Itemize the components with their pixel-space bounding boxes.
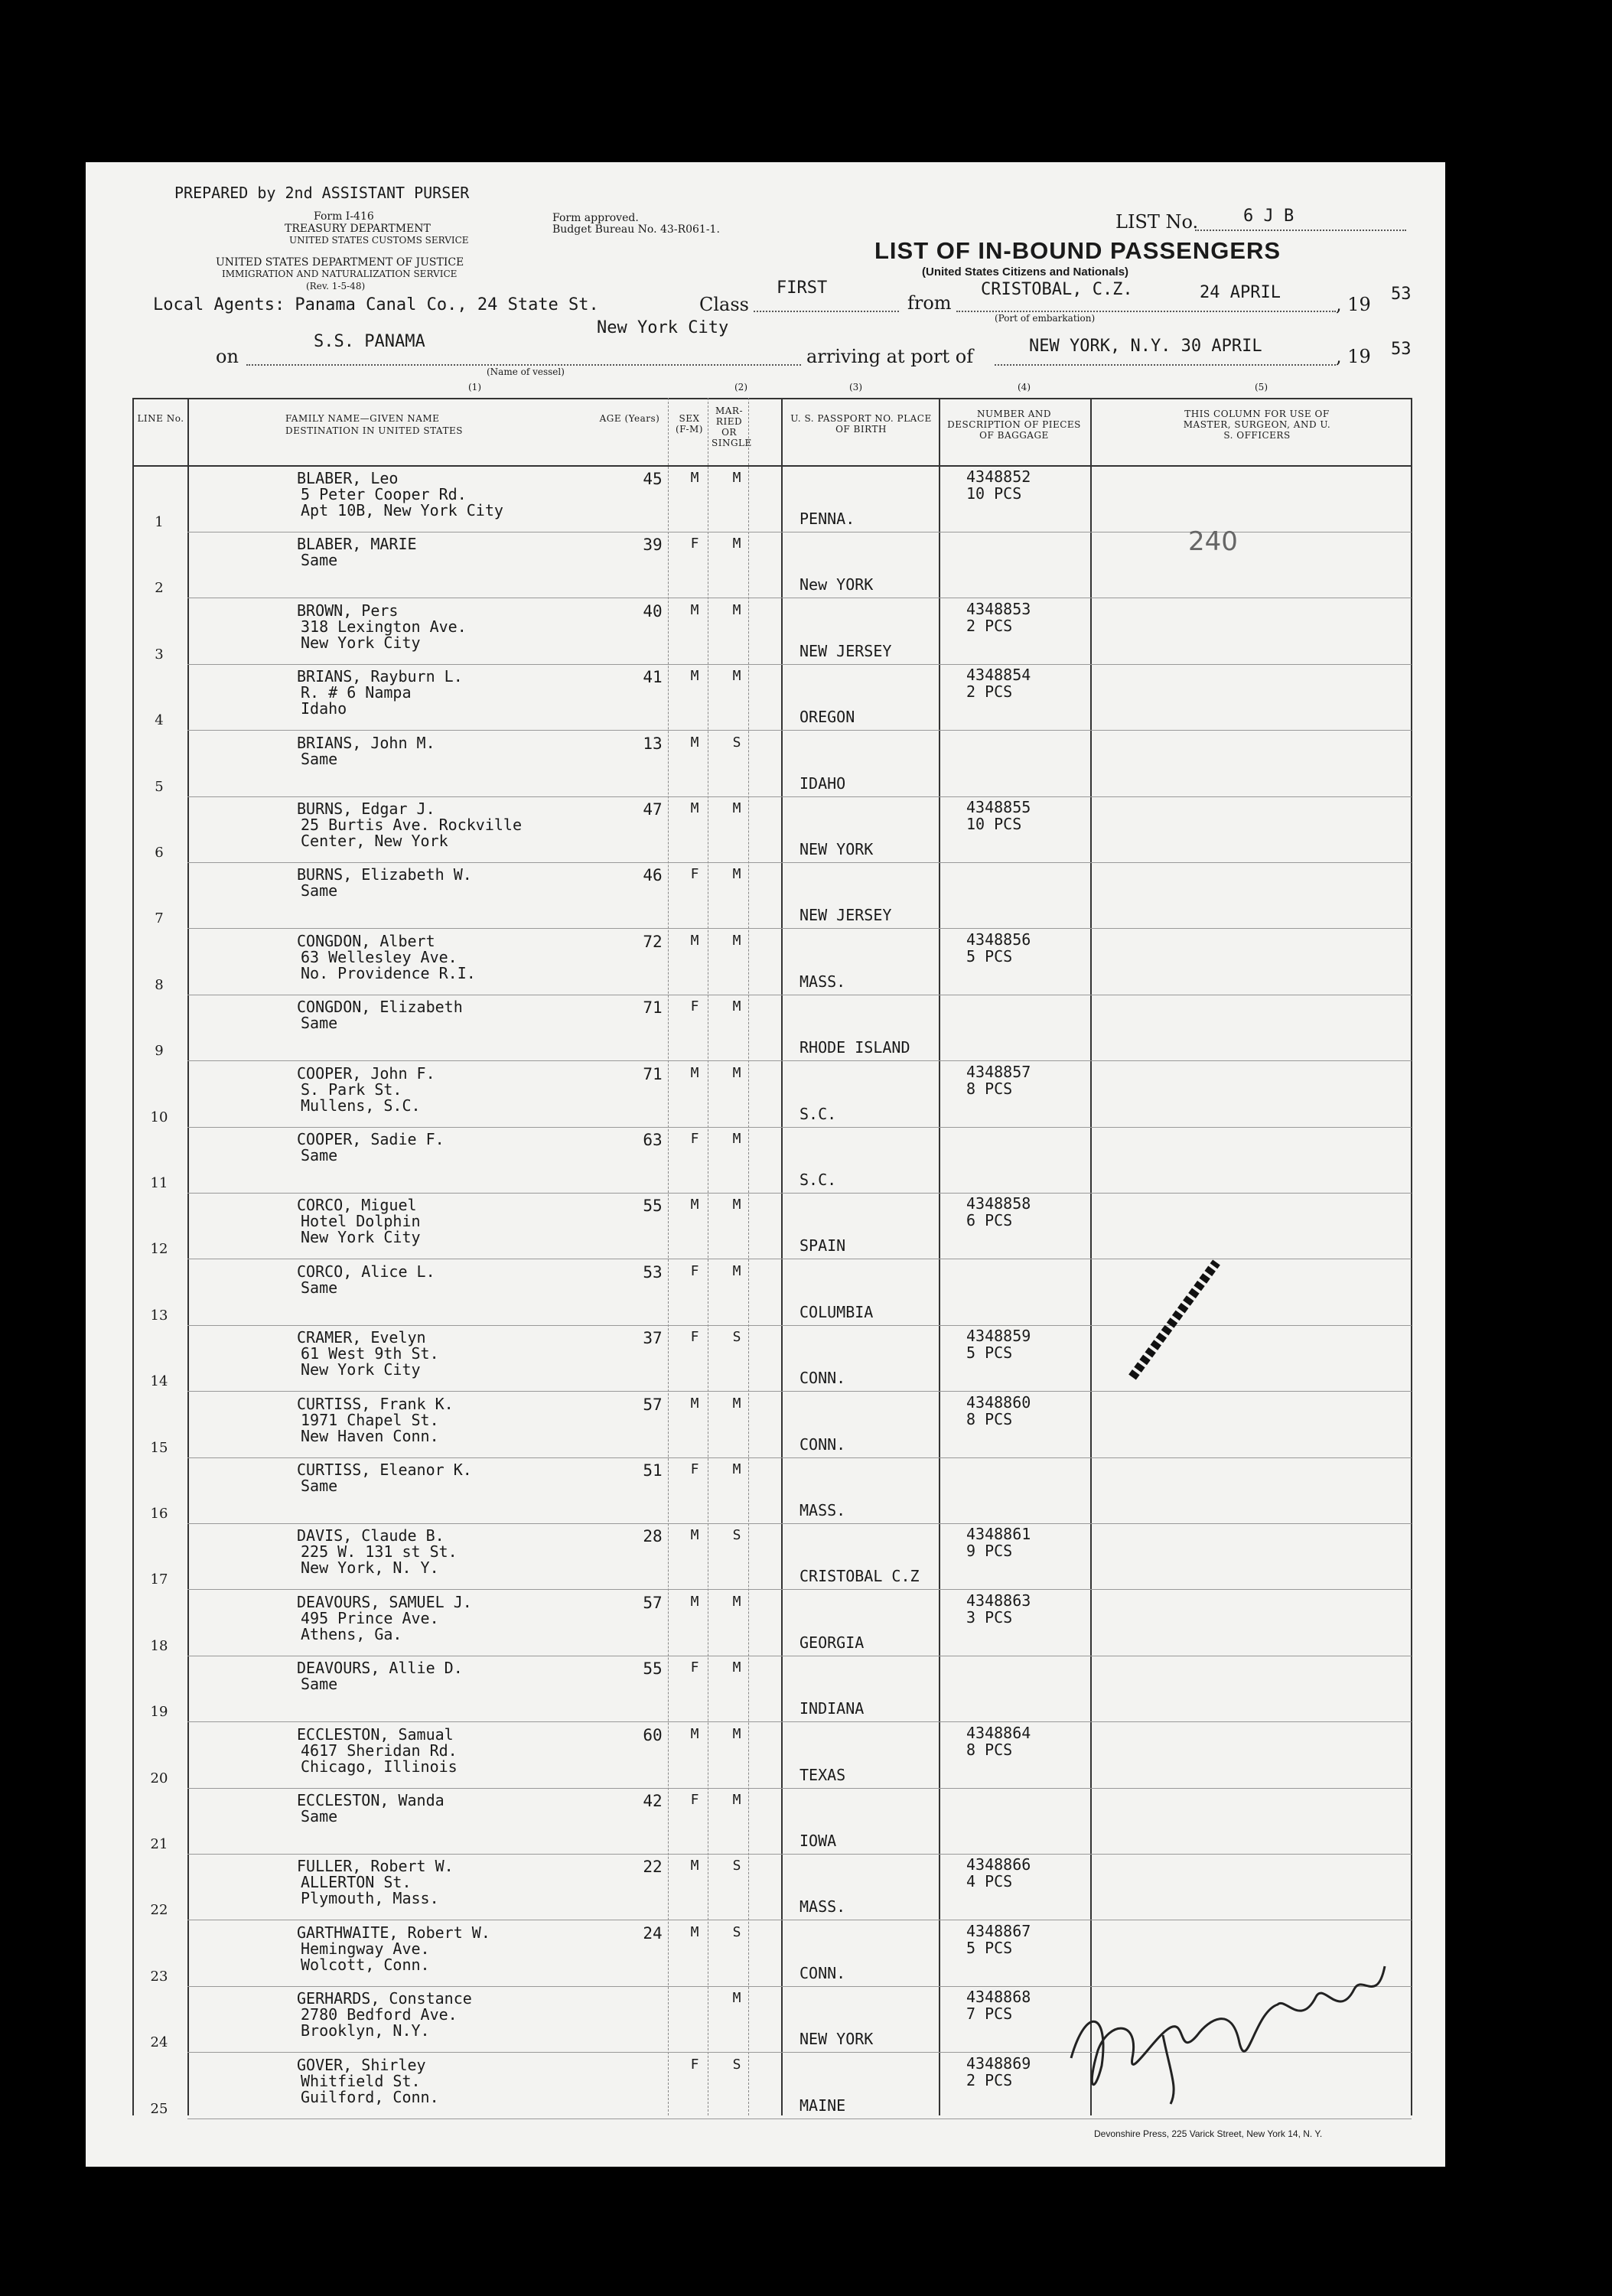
form-approved: Form approved. <box>552 212 639 224</box>
line-number: 10 <box>150 1109 168 1125</box>
destination-address: 495 Prince Ave. Athens, Ga. <box>301 1608 439 1643</box>
passenger-marital: M <box>732 1262 741 1279</box>
passenger-name: BRIANS, John M. <box>297 733 435 752</box>
place-of-birth: CONN. <box>799 1369 846 1388</box>
line-number: 17 <box>150 1571 168 1588</box>
from-port: CRISTOBAL, C.Z. <box>981 280 1133 299</box>
passenger-age: 57 <box>643 1593 663 1612</box>
class-label: Class <box>699 294 749 315</box>
passenger-sex: M <box>690 932 699 949</box>
baggage-pieces: 2 PCS <box>966 2070 1013 2089</box>
passenger-sex: M <box>690 734 699 751</box>
place-of-birth: NEW YORK <box>799 840 874 858</box>
line-number: 18 <box>150 1637 168 1654</box>
passenger-age: 42 <box>643 1792 663 1810</box>
baggage-number: 4348868 <box>966 1988 1031 2007</box>
line-number: 25 <box>150 2100 168 2117</box>
table-row <box>132 1656 1412 1722</box>
passenger-age: 53 <box>643 1262 663 1282</box>
form-subtitle: (United States Citizens and Nationals) <box>922 265 1129 278</box>
passenger-marital: M <box>732 668 741 685</box>
destination-address: ALLERTON St. Plymouth, Mass. <box>301 1873 439 1908</box>
passenger-name: DEAVOURS, Allie D. <box>297 1659 463 1678</box>
colnum-2: (2) <box>734 382 747 392</box>
passenger-age: 45 <box>643 470 663 488</box>
passenger-marital: M <box>732 1197 741 1213</box>
destination-address: Hotel Dolphin New York City <box>301 1212 421 1247</box>
passenger-sex: F <box>690 1659 699 1676</box>
table-row <box>132 1062 1412 1128</box>
place-of-birth: MASS. <box>799 972 846 991</box>
vessel-colnum: (1) <box>468 382 481 392</box>
passenger-name: GOVER, Shirley <box>297 2055 426 2074</box>
col-baggage: NUMBER AND DESCRIPTION OF PIECES OF BAGGAGE <box>947 409 1081 441</box>
destination-address: Same <box>301 1278 338 1297</box>
form-title: LIST OF IN-BOUND PASSENGERS <box>874 237 1281 264</box>
passenger-sex: F <box>690 1262 699 1279</box>
baggage-pieces: 2 PCS <box>966 682 1013 702</box>
passenger-sex: F <box>690 866 699 883</box>
baggage-pieces: 6 PCS <box>966 1211 1013 1230</box>
passenger-age: 47 <box>643 800 663 819</box>
from-year: 53 <box>1391 285 1412 304</box>
destination-address: 25 Burtis Ave. Rockville Center, New York <box>301 816 522 850</box>
passenger-age: 72 <box>643 932 663 951</box>
treasury-dept: TREASURY DEPARTMENT <box>285 223 431 235</box>
baggage-number: 4348852 <box>966 467 1031 486</box>
passenger-sex: M <box>690 1923 699 1940</box>
revision: (Rev. 1-5-48) <box>306 281 366 291</box>
destination-address: 2780 Bedford Ave. Brooklyn, N.Y. <box>301 2005 458 2040</box>
passenger-marital: M <box>732 536 741 552</box>
table-row <box>132 797 1412 863</box>
destination-address: 225 W. 131 st St. New York, N. Y. <box>301 1542 458 1578</box>
from-date: 24 APRIL <box>1200 283 1281 302</box>
passenger-age: 57 <box>643 1395 663 1414</box>
passenger-name: CRAMER, Evelyn <box>297 1328 426 1347</box>
baggage-number: 4348853 <box>966 599 1031 618</box>
baggage-number: 4348855 <box>966 798 1031 816</box>
destination-address: Same <box>301 1014 338 1033</box>
passenger-name: BURNS, Edgar J. <box>297 800 435 818</box>
place-of-birth: INDIANA <box>799 1699 865 1718</box>
place-of-birth: MASS. <box>799 1897 846 1917</box>
passenger-sex: M <box>690 668 699 685</box>
passenger-marital: S <box>732 734 741 751</box>
baggage-number: 4348854 <box>966 666 1031 685</box>
table-row <box>132 599 1412 665</box>
passenger-name: ECCLESTON, Wanda <box>297 1791 445 1809</box>
passenger-name: CONGDON, Albert <box>297 931 435 950</box>
customs-service: UNITED STATES CUSTOMS SERVICE <box>289 235 469 246</box>
place-of-birth: New YORK <box>799 575 874 594</box>
passenger-marital: M <box>732 1725 741 1742</box>
col-officers: THIS COLUMN FOR USE OF MASTER, SURGEON, AND U. S. OFFICERS <box>1183 409 1331 441</box>
table-row <box>132 1524 1412 1590</box>
place-of-birth: S.C. <box>799 1171 837 1189</box>
passenger-marital: M <box>732 601 741 618</box>
place-of-birth: GEORGIA <box>799 1633 865 1652</box>
destination-address: 63 Wellesley Ave. No. Providence R.I. <box>301 947 476 982</box>
passenger-name: CURTISS, Eleanor K. <box>297 1461 472 1479</box>
on-label: on <box>216 346 239 367</box>
place-of-birth: NEW YORK <box>799 2030 874 2049</box>
table-row <box>132 930 1412 995</box>
passenger-age: 51 <box>643 1461 663 1480</box>
baggage-pieces: 7 PCS <box>966 2005 1013 2024</box>
passenger-name: CURTISS, Frank K. <box>297 1394 454 1413</box>
place-of-birth: IOWA <box>799 1832 837 1850</box>
table-row <box>132 1458 1412 1524</box>
place-of-birth: OREGON <box>799 708 855 727</box>
baggage-number: 4348866 <box>966 1855 1031 1874</box>
passenger-age: 71 <box>643 1064 663 1083</box>
ins-service: IMMIGRATION AND NATURALIZATION SERVICE <box>222 269 458 279</box>
place-of-birth: NEW JERSEY <box>799 906 892 925</box>
passenger-sex: M <box>690 1725 699 1742</box>
passenger-age: 55 <box>643 1659 663 1679</box>
line-number: 12 <box>150 1241 168 1258</box>
passenger-name: BLABER, MARIE <box>297 535 417 554</box>
baggage-number: 4348860 <box>966 1392 1031 1412</box>
prepared-stamp: PREPARED by 2nd ASSISTANT PURSER <box>174 184 470 202</box>
passenger-age: 13 <box>643 734 663 753</box>
place-of-birth: CONN. <box>799 1435 846 1454</box>
baggage-pieces: 10 PCS <box>966 484 1022 503</box>
passenger-name: FULLER, Robert W. <box>297 1857 454 1876</box>
passenger-marital: S <box>732 1923 741 1940</box>
passenger-name: BROWN, Pers <box>297 601 399 620</box>
passenger-marital: M <box>732 470 741 486</box>
passenger-marital: M <box>732 1659 741 1676</box>
line-number: 9 <box>155 1043 164 1060</box>
arrival-year: 53 <box>1391 340 1412 359</box>
passenger-marital: M <box>732 998 741 1015</box>
col-family-name: FAMILY NAME—GIVEN NAME <box>285 413 440 424</box>
passenger-name: COOPER, Sadie F. <box>297 1130 445 1148</box>
place-of-birth: PENNA. <box>799 510 855 528</box>
passenger-sex: M <box>690 1395 699 1412</box>
port-embarkation-caption: (Port of embarkation) <box>995 313 1096 324</box>
baggage-number: 4348869 <box>966 2053 1031 2073</box>
passenger-age: 28 <box>643 1527 663 1546</box>
line-number: 15 <box>150 1439 168 1456</box>
place-of-birth: CONN. <box>799 1963 846 1982</box>
passenger-marital: M <box>732 1395 741 1412</box>
place-of-birth: CRISTOBAL C.Z <box>799 1567 920 1586</box>
line-number: 2 <box>155 580 164 597</box>
line-number: 16 <box>150 1506 168 1522</box>
baggage-pieces: 5 PCS <box>966 946 1013 966</box>
col-sex: SEX (F-M) <box>676 413 703 435</box>
passenger-sex: F <box>690 1131 699 1147</box>
baggage-pieces: 9 PCS <box>966 1542 1013 1561</box>
printer-imprint: Devonshire Press, 225 Varick Street, New York 14, N. Y. <box>1094 2128 1323 2139</box>
baggage-pieces: 8 PCS <box>966 1409 1013 1428</box>
colnum-4: (4) <box>1018 382 1031 392</box>
passenger-age: 46 <box>643 866 663 885</box>
passenger-marital: S <box>732 1527 741 1544</box>
destination-address: Same <box>301 749 338 768</box>
line-number: 14 <box>150 1373 168 1390</box>
vessel-caption: (Name of vessel) <box>487 366 565 377</box>
line-number: 22 <box>150 1902 168 1919</box>
passenger-marital: M <box>732 1593 741 1610</box>
line-number: 3 <box>155 646 164 663</box>
passenger-name: GARTHWAITE, Robert W. <box>297 1923 490 1942</box>
baggage-number: 4348857 <box>966 1062 1031 1081</box>
list-no-label: LIST No. <box>1115 211 1199 233</box>
baggage-pieces: 8 PCS <box>966 1079 1013 1098</box>
destination-address: 1971 Chapel St. New Haven Conn. <box>301 1410 439 1445</box>
passenger-age: 40 <box>643 601 663 620</box>
passenger-marital: M <box>732 1131 741 1147</box>
passenger-age: 22 <box>643 1858 663 1877</box>
table-row <box>132 467 1412 532</box>
passenger-sex: F <box>690 2056 699 2073</box>
passenger-sex: F <box>690 998 699 1015</box>
destination-address: Same <box>301 1477 338 1495</box>
destination-address: 4617 Sheridan Rd. Chicago, Illinois <box>301 1741 458 1776</box>
baggage-number: 4348859 <box>966 1327 1031 1346</box>
line-number: 13 <box>150 1307 168 1324</box>
destination-address: Same <box>301 551 338 570</box>
passenger-marital: M <box>732 1792 741 1808</box>
justice-dept: UNITED STATES DEPARTMENT OF JUSTICE <box>216 256 464 269</box>
destination-address: Same <box>301 1807 338 1825</box>
baggage-pieces: 10 PCS <box>966 815 1022 833</box>
passenger-sex: M <box>690 601 699 618</box>
passenger-name: CORCO, Alice L. <box>297 1262 435 1281</box>
passenger-marital: M <box>732 866 741 883</box>
baggage-number: 4348861 <box>966 1525 1031 1544</box>
passenger-age: 24 <box>643 1923 663 1943</box>
place-of-birth: S.C. <box>799 1104 837 1123</box>
col-destination: DESTINATION IN UNITED STATES <box>285 425 463 436</box>
col-passport: U. S. PASSPORT NO. PLACE OF BIRTH <box>790 413 932 435</box>
passenger-age: 55 <box>643 1197 663 1216</box>
colnum-3: (3) <box>849 382 862 392</box>
vessel-name: S.S. PANAMA <box>314 332 425 351</box>
local-agents-city: New York City <box>597 318 729 337</box>
passenger-age: 63 <box>643 1131 663 1149</box>
table-row <box>132 1789 1412 1855</box>
destination-address: Same <box>301 1675 338 1694</box>
arriving-label: arriving at port of <box>806 346 974 367</box>
table-row <box>132 665 1412 731</box>
place-of-birth: COLUMBIA <box>799 1302 874 1321</box>
line-number: 4 <box>155 712 164 729</box>
year-prefix-2: , 19 <box>1336 346 1371 367</box>
baggage-number: 4348864 <box>966 1723 1031 1742</box>
passenger-marital: S <box>732 1858 741 1874</box>
baggage-number: 4348856 <box>966 930 1031 949</box>
destination-address: 61 West 9th St. New York City <box>301 1344 439 1379</box>
baggage-pieces: 5 PCS <box>966 1343 1013 1363</box>
destination-address: 5 Peter Cooper Rd. Apt 10B, New York City <box>301 485 503 519</box>
line-number: 24 <box>150 2034 168 2051</box>
passenger-name: CORCO, Miguel <box>297 1196 417 1215</box>
passenger-marital: M <box>732 800 741 816</box>
passenger-sex: F <box>690 1461 699 1477</box>
passenger-name: DEAVOURS, SAMUEL J. <box>297 1592 472 1611</box>
baggage-pieces: 3 PCS <box>966 1607 1013 1627</box>
line-number: 21 <box>150 1836 168 1852</box>
table-row <box>132 1392 1412 1458</box>
line-number: 5 <box>155 778 164 795</box>
passenger-sex: F <box>690 1792 699 1808</box>
passenger-sex: M <box>690 470 699 486</box>
passenger-age: 71 <box>643 998 663 1018</box>
passenger-sex: M <box>690 1064 699 1081</box>
baggage-number: 4348867 <box>966 1921 1031 1940</box>
colnum-5: (5) <box>1255 382 1268 392</box>
passenger-name: COOPER, John F. <box>297 1063 435 1083</box>
baggage-pieces: 4 PCS <box>966 1872 1013 1891</box>
passenger-name: DAVIS, Claude B. <box>297 1526 445 1545</box>
line-number: 1 <box>155 514 164 530</box>
passenger-age: 39 <box>643 536 663 555</box>
budget-bureau: Budget Bureau No. 43-R061-1. <box>552 223 720 236</box>
handwritten-signature <box>1056 1943 1408 2112</box>
passenger-marital: M <box>732 1990 741 2007</box>
passenger-name: ECCLESTON, Samual <box>297 1724 454 1744</box>
place-of-birth: TEXAS <box>799 1765 846 1784</box>
col-line-no: LINE No. <box>137 413 184 424</box>
passenger-marital: S <box>732 2056 741 2073</box>
place-of-birth: RHODE ISLAND <box>799 1038 910 1057</box>
passenger-name: GERHARDS, Constance <box>297 1989 472 2008</box>
line-number: 23 <box>150 1968 168 1985</box>
year-prefix-1: , 19 <box>1336 294 1371 315</box>
passenger-marital: M <box>732 1461 741 1477</box>
table-row <box>132 1591 1412 1656</box>
destination-address: S. Park St. Mullens, S.C. <box>301 1080 421 1115</box>
local-agents: Local Agents: Panama Canal Co., 24 State St. <box>153 295 599 314</box>
baggage-number: 4348863 <box>966 1591 1031 1610</box>
destination-address: Hemingway Ave. Wolcott, Conn. <box>301 1939 430 1974</box>
from-label: from <box>907 292 952 314</box>
destination-address: Same <box>301 881 338 900</box>
table-row <box>132 1855 1412 1920</box>
passenger-sex: F <box>690 1329 699 1346</box>
line-number: 6 <box>155 845 164 861</box>
place-of-birth: MAINE <box>799 2096 846 2115</box>
form-number: Form I-416 <box>314 210 374 223</box>
table-row <box>132 1723 1412 1789</box>
col-married: MAR-RIED OR SINGLE <box>712 405 752 448</box>
place-of-birth: IDAHO <box>799 773 846 793</box>
destination-address: Whitfield St. Guilford, Conn. <box>301 2071 439 2106</box>
line-number: 19 <box>150 1704 168 1721</box>
destination-address: 318 Lexington Ave. New York City <box>301 617 467 652</box>
line-number: 7 <box>155 910 164 927</box>
line-number: 11 <box>150 1175 168 1191</box>
baggage-number: 4348858 <box>966 1194 1031 1213</box>
baggage-pieces: 8 PCS <box>966 1740 1013 1759</box>
class-value: FIRST <box>777 278 828 298</box>
passenger-age: 37 <box>643 1329 663 1348</box>
passenger-sex: M <box>690 1527 699 1544</box>
list-no-value: 6 J B <box>1243 207 1294 226</box>
line-number: 8 <box>155 976 164 993</box>
passenger-sex: M <box>690 1593 699 1610</box>
passenger-sex: F <box>690 536 699 552</box>
passenger-sex: M <box>690 1197 699 1213</box>
table-row <box>132 863 1412 929</box>
stamp-mark <box>1125 1247 1232 1385</box>
passenger-sex: M <box>690 800 699 816</box>
line-number: 20 <box>150 1770 168 1786</box>
passenger-marital: S <box>732 1329 741 1346</box>
table-row <box>132 995 1412 1061</box>
passenger-name: CONGDON, Elizabeth <box>297 998 463 1017</box>
place-of-birth: SPAIN <box>799 1236 846 1255</box>
table-row <box>132 731 1412 797</box>
baggage-pieces: 2 PCS <box>966 616 1013 635</box>
passenger-name: BURNS, Elizabeth W. <box>297 865 472 884</box>
table-row <box>132 1128 1412 1194</box>
passenger-sex: M <box>690 1858 699 1874</box>
passenger-age: 60 <box>643 1725 663 1744</box>
passenger-name: BLABER, Leo <box>297 469 399 487</box>
arrival-port-date: NEW YORK, N.Y. 30 APRIL <box>1029 337 1262 356</box>
baggage-pieces: 5 PCS <box>966 1938 1013 1957</box>
destination-address: R. # 6 Nampa Idaho <box>301 683 412 718</box>
passenger-name: BRIANS, Rayburn L. <box>297 667 463 686</box>
destination-address: Same <box>301 1146 338 1164</box>
passenger-age: 41 <box>643 668 663 687</box>
col-age: AGE (Years) <box>599 413 660 424</box>
place-of-birth: NEW JERSEY <box>799 641 892 660</box>
passenger-marital: M <box>732 932 741 949</box>
officer-note: 240 <box>1188 526 1238 557</box>
place-of-birth: MASS. <box>799 1501 846 1519</box>
passenger-marital: M <box>732 1064 741 1081</box>
